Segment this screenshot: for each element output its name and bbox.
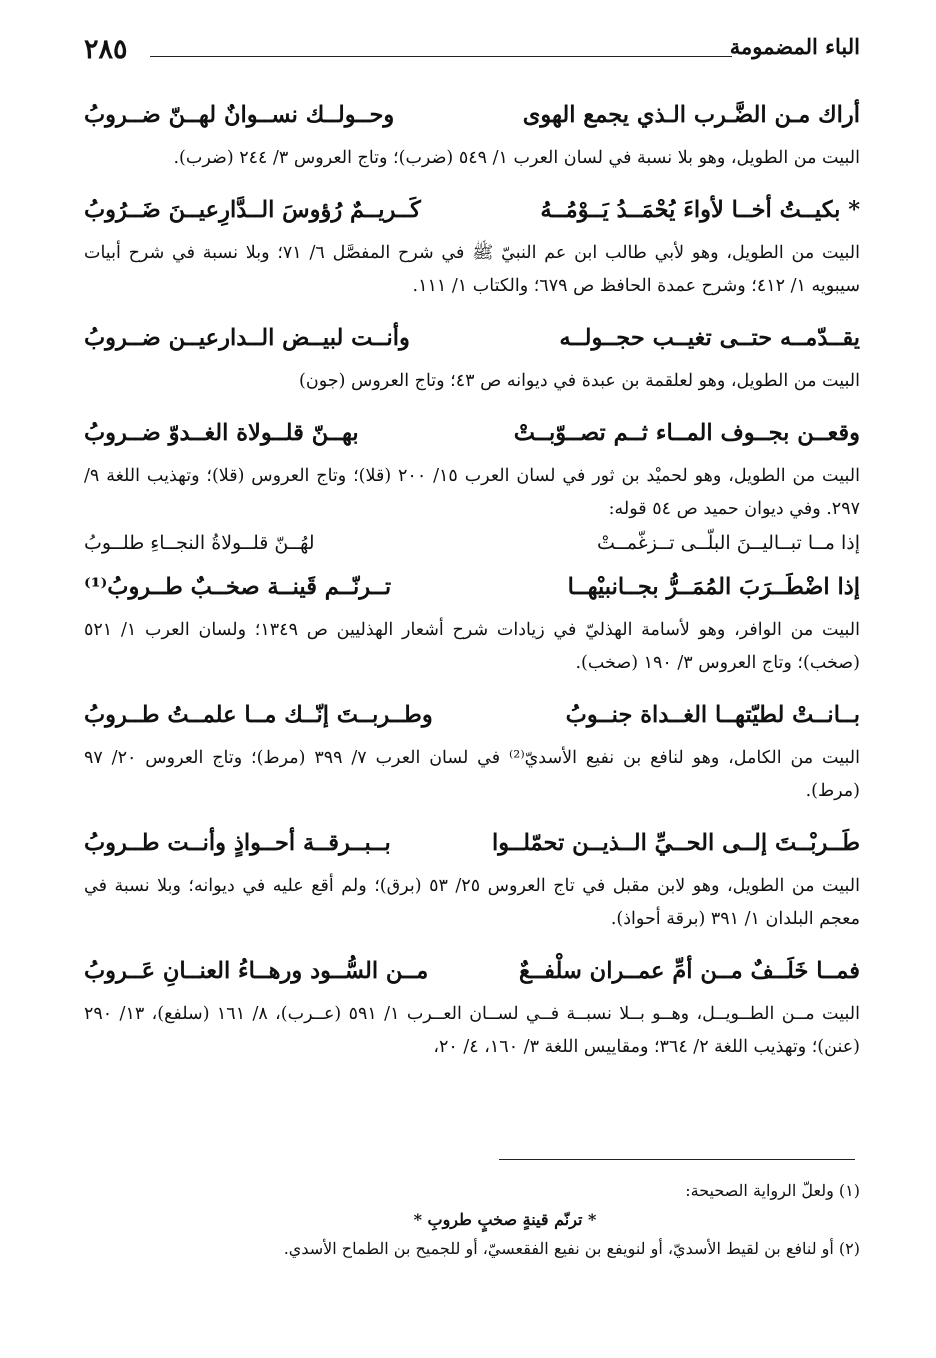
verse-first-hemistich: فمــا خَلَــفٌ مــن أمِّ عمــران سلْفــعٌ <box>519 958 860 984</box>
verse <box>84 406 860 460</box>
verse-note: البيت من الطويل، وهو لابن مقبل في تاج العروس ٢٥/ ٥٣ (برق)؛ ولم أقع عليه في ديوانه؛ وبلا نسبة في معجم البلدان ١/ ٣٩١ (برقة أحواذ). <box>84 876 860 929</box>
footnote-2: (٢) أو لنافع بن لقيط الأسديّ، أو لنويفع بن نفيع الفقعسيّ، أو للجميح بن الطماح الأسدي. <box>283 1239 860 1258</box>
verse-second-hemistich: بــبــرقــة أحــواذٍ وأنــت طــروبُ <box>84 830 391 856</box>
verse <box>84 816 860 870</box>
verse-note: البيت من الطويل، وهو بلا نسبة في لسان العرب ١/ ٥٤٩ (ضرب)؛ وتاج العروس ٣/ ٢٤٤ (ضرب). <box>173 148 860 168</box>
verse-first-hemistich: إذا اضْطَــرَبَ المُمَــرُّ بجــانبيْهــا <box>567 574 860 600</box>
verse-note: البيت من الطويل، وهو لعلقمة بن عبدة في ديوانه ص ٤٣؛ وتاج العروس (جون) <box>299 371 860 391</box>
section-title: الباء المضمومة <box>729 34 860 59</box>
verse-first-hemistich: يقــدّمــه حتــى تغيــب حجــولــه <box>559 325 860 351</box>
footnote-separator <box>499 1159 855 1160</box>
verse-second-hemistich: وطــربــتَ إنّــك مــا علمــتُ طــروبُ <box>84 702 433 728</box>
footnotes <box>150 1176 860 1263</box>
header-rule <box>150 56 732 57</box>
page-number: ٢٨٥ <box>84 34 128 65</box>
verse-first-hemistich: * بكيــتُ أخــا لأواءَ يُحْمَــدُ يَــوْمُــهُ <box>540 197 860 223</box>
verse-first-hemistich: طَــربْــتَ إلــى الحــيِّ الــذيــن تحمّلــوا <box>492 830 860 856</box>
page-header <box>84 34 860 68</box>
verse <box>84 311 860 365</box>
verse-note: البيت من الطويل، وهو لأبي طالب ابن عم النبيّ ﷺ في شرح المفصَّل ٦/ ٧١؛ وبلا نسبة في شرح أبيات سيبويه ١/ ٤١٢؛ وشرح عمدة الحافظ ص ٦٧٩؛ والكتاب ١/ ١١١. <box>84 243 860 296</box>
verse-note: البيت من الطويل، وهو لحميْد بن ثور في لسان العرب ١٥/ ٢٠٠ (قلا)؛ وتاج العروس (قلا)؛ وتهذيب اللغة ٩/ ٢٩٧. وفي ديوان حميد ص ٥٤ قوله: <box>84 466 860 519</box>
verse <box>84 944 860 998</box>
verse-second-hemistich: مــن السُّــود ورهــاءُ العنــانِ عَــروبُ <box>84 958 429 984</box>
verse-first-hemistich: إذا مــا تبــاليــنَ البلّــى تــزغّمــتْ <box>596 532 860 554</box>
footnote-1: (١) ولعلّ الرواية الصحيحة: <box>685 1181 860 1200</box>
verse-second-hemistich: بهــنّ قلــولاة الغــدوّ ضــروبُ <box>84 420 359 446</box>
verse-first-hemistich: وقعــن بجــوف المــاء ثــم تصــوّبــتْ <box>513 420 860 446</box>
verse-second-hemistich: تــرنّــم قَينــة صخــبٌ طــروبُ⁽¹⁾ <box>84 574 392 600</box>
verse <box>84 88 860 142</box>
verse-first-hemistich: أراك مـن الضَّـرب الـذي يجمع الهوى <box>522 102 860 128</box>
verse-second-hemistich: كَــريــمٌ رُؤوسَ الــدَّارِعيــنَ ضَــرُوبُ <box>84 197 421 223</box>
verse-note: البيت مــن الطــويــل، وهــو بــلا نسبــة فــي لســان العــرب ١/ ٥٩١ (عــرب)، ٨/ ١٦١ (سلفع)، ١٣/ ٢٩٠ (عنن)؛ وتهذيب اللغة ٢/ ٣٦٤؛ ومقاييس اللغة ٣/ ١٦٠، ٤/ ٢٠، <box>84 1004 860 1057</box>
verse-second-hemistich: وأنــت لبيــض الــدارعيــن ضــروبُ <box>84 325 410 351</box>
verse-second-hemistich: وحــولــك نســوانٌ لهــنّ ضــروبُ <box>84 102 395 128</box>
verse-note: البيت من الوافر، وهو لأسامة الهذليّ في زيادات شرح أشعار الهذليين ص ١٣٤٩؛ ولسان العرب ١/ ٥٢١ (صخب)؛ وتاج العروس ٣/ ١٩٠ (صخب). <box>84 620 860 673</box>
verse-second-hemistich: لهُــنّ قلــولاةُ النجــاءِ طلــوبُ <box>84 532 315 554</box>
footnote-1-verse: * ترنّم قينةٍ صخبٍ طروبِ * <box>413 1210 597 1229</box>
verse <box>84 688 860 742</box>
verse <box>84 183 860 237</box>
quoted-verse <box>84 526 860 560</box>
verse <box>84 560 860 614</box>
verse-first-hemistich: بــانــتْ لطيّتهــا الغــداة جنــوبُ <box>565 702 860 728</box>
verse-note: البيت من الكامل، وهو لنافع بن نفيع الأسديّ⁽²⁾ في لسان العرب ٧/ ٣٩٩ (مرط)؛ وتاج العروس ٢٠/ ٩٧ (مرط). <box>84 748 860 801</box>
page-body <box>84 88 860 1072</box>
